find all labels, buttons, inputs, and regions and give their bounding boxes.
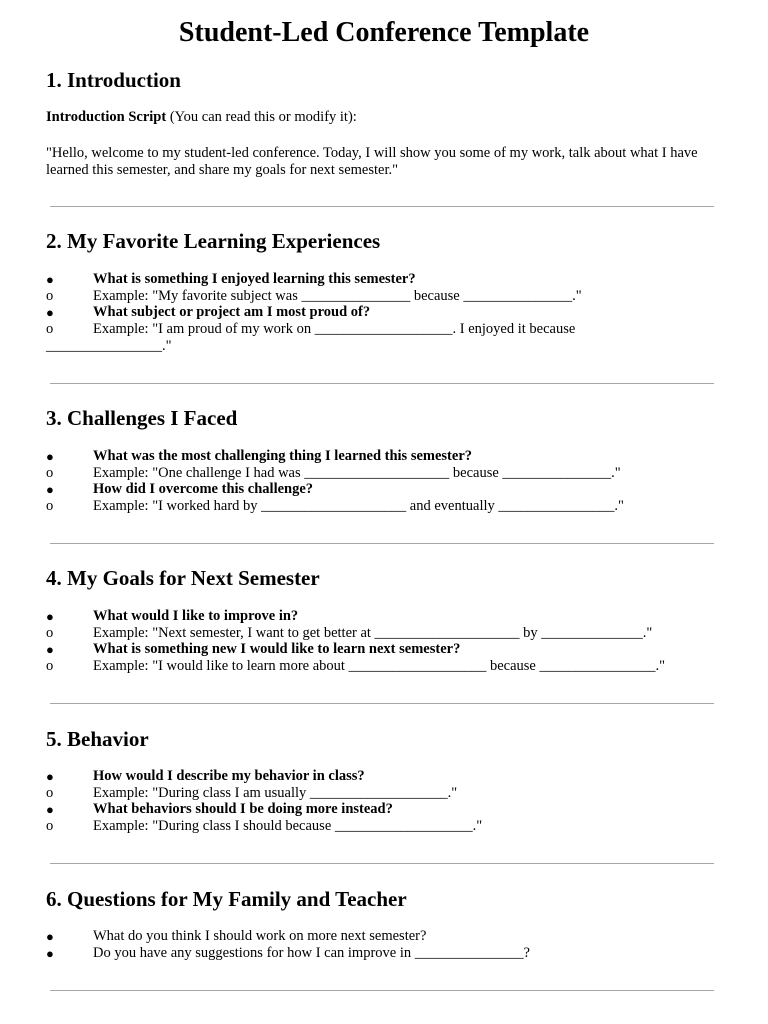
bullet-icon: ● <box>46 609 54 624</box>
intro-script-label: Introduction Script <box>46 109 167 125</box>
list-item <box>46 785 722 802</box>
question-text: What subject or project am I most proud of? <box>93 304 371 320</box>
question-text: What is something I enjoyed learning this semester? <box>93 271 416 287</box>
list-item <box>46 818 722 835</box>
list-item <box>46 321 722 338</box>
question-text: What would I like to improve in? <box>93 608 299 624</box>
example-text-continuation: ________________." <box>46 338 172 354</box>
list-item <box>46 498 722 515</box>
section-divider <box>50 863 714 864</box>
intro-script-note: (You can read this or modify it): <box>166 109 357 125</box>
example-text: Example: "I would like to learn more about ___________________ because ________________." <box>93 658 665 674</box>
sub-bullet-icon: o <box>46 465 54 481</box>
question-text: How would I describe my behavior in class? <box>93 768 365 784</box>
sub-bullet-icon: o <box>46 321 54 337</box>
section-heading-questions: 6. Questions for My Family and Teacher <box>46 887 407 911</box>
bullet-icon: ● <box>46 769 54 784</box>
sub-bullet-icon: o <box>46 498 54 514</box>
section-heading-challenges: 3. Challenges I Faced <box>46 406 238 430</box>
example-text: Example: "During class I am usually ___________________." <box>93 785 458 801</box>
page-title: Student-Led Conference Template <box>178 17 590 48</box>
list-item <box>46 928 722 945</box>
example-text: Example: "I am proud of my work on ___________________. I enjoyed it because <box>93 321 576 337</box>
bullet-icon: ● <box>46 946 54 961</box>
intro-script-text: "Hello, welcome to my student-led conference. Today, I will show you some of my work, talk about what I have learned this semester, and share my goals for next semester." <box>46 145 698 178</box>
list-item <box>46 658 722 675</box>
bullet-icon: ● <box>46 642 54 657</box>
bullet-icon: ● <box>46 272 54 287</box>
question-text: How did I overcome this challenge? <box>93 481 314 497</box>
bullet-icon: ● <box>46 305 54 320</box>
sub-bullet-icon: o <box>46 785 54 801</box>
bullet-icon: ● <box>46 802 54 817</box>
list-item <box>46 448 722 465</box>
section-divider <box>50 543 714 544</box>
sub-bullet-icon: o <box>46 818 54 834</box>
example-text: Example: "I worked hard by ____________________ and eventually ________________." <box>93 498 624 514</box>
list-item <box>46 271 722 288</box>
intro-script-label-line <box>46 109 722 126</box>
question-text: What do you think I should work on more next semester? <box>93 928 427 944</box>
section-divider <box>50 206 714 207</box>
section-divider <box>50 383 714 384</box>
example-text: Example: "Next semester, I want to get better at ____________________ by ______________." <box>93 625 653 641</box>
list-item <box>46 465 722 482</box>
list-item <box>46 625 722 642</box>
bullet-icon: ● <box>46 482 54 497</box>
list-item <box>46 641 722 658</box>
sub-bullet-icon: o <box>46 288 54 304</box>
list-item <box>46 768 722 785</box>
bullet-icon: ● <box>46 929 54 944</box>
list-item <box>46 481 722 498</box>
example-text: Example: "One challenge I had was ____________________ because _______________." <box>93 465 621 481</box>
list-item <box>46 288 722 305</box>
question-text: Do you have any suggestions for how I can improve in _______________? <box>93 945 530 961</box>
section-divider <box>50 990 714 991</box>
section-heading-favorite-learning: 2. My Favorite Learning Experiences <box>46 229 381 253</box>
example-text: Example: "My favorite subject was _______________ because _______________." <box>93 288 582 304</box>
section-heading-goals: 4. My Goals for Next Semester <box>46 566 320 590</box>
list-item <box>46 304 722 321</box>
question-text: What is something new I would like to learn next semester? <box>93 641 461 657</box>
question-text: What was the most challenging thing I learned this semester? <box>93 448 473 464</box>
sub-bullet-icon: o <box>46 658 54 674</box>
list-item <box>46 945 722 962</box>
section-divider <box>50 703 714 704</box>
list-item <box>46 801 722 818</box>
example-text: Example: "During class I should because ___________________." <box>93 818 483 834</box>
sub-bullet-icon: o <box>46 625 54 641</box>
bullet-icon: ● <box>46 449 54 464</box>
list-item <box>46 608 722 625</box>
section-heading-behavior: 5. Behavior <box>46 727 149 751</box>
question-text: What behaviors should I be doing more instead? <box>93 801 393 817</box>
section-heading-introduction: 1. Introduction <box>46 68 181 92</box>
